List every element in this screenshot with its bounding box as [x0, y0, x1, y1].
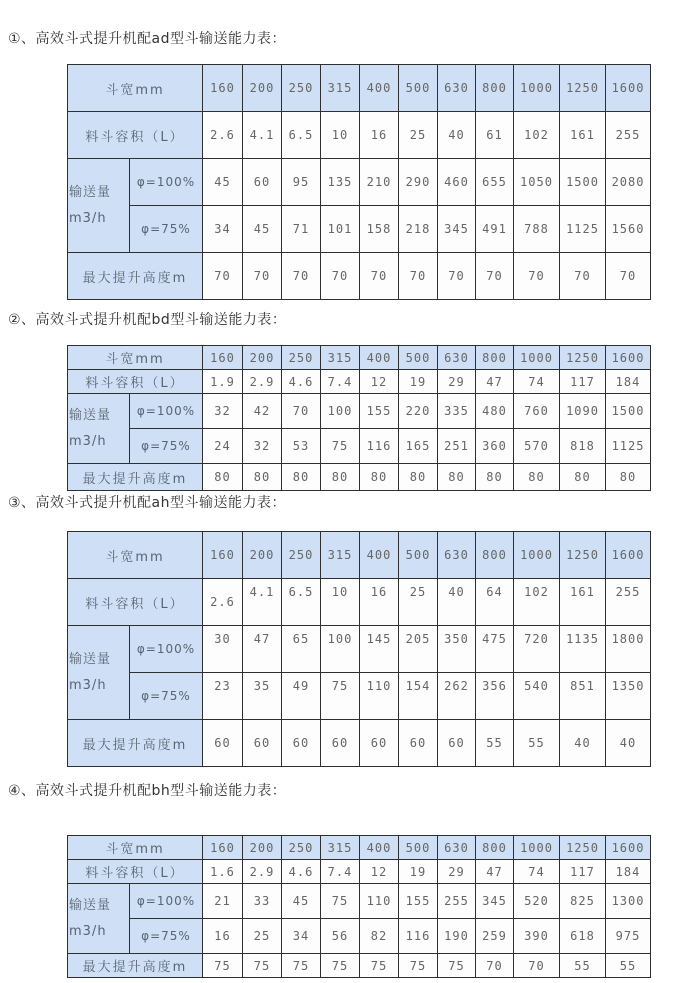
bucket-width-value: 200: [243, 532, 282, 579]
phi-100-value: 655: [476, 159, 514, 206]
phi-100-value: 220: [399, 394, 438, 429]
phi-100-label: φ=100%: [130, 159, 203, 206]
max-height-value: 80: [360, 464, 399, 491]
bucket-volume-value: 19: [399, 370, 438, 394]
table-2-heading: ②、高效斗式提升机配bd型斗输送能力表：: [8, 312, 287, 328]
bucket-width-value: 1000: [514, 532, 560, 579]
phi-100-value: 110: [360, 884, 399, 919]
bucket-volume-value: 16: [360, 579, 399, 626]
bucket-width-row: [68, 65, 651, 112]
phi-75-value: 116: [399, 919, 438, 954]
bucket-volume-value: 29: [438, 370, 476, 394]
phi-75-value: 71: [282, 206, 321, 253]
bucket-width-label: 斗宽mm: [68, 836, 203, 860]
bucket-volume-row: [68, 579, 651, 626]
phi-100-value: 47: [243, 626, 282, 673]
bucket-volume-value: 6.5: [282, 112, 321, 159]
bucket-volume-value: 40: [438, 579, 476, 626]
bucket-width-value: 160: [203, 65, 243, 112]
phi-100-value: 760: [514, 394, 560, 429]
bucket-width-label: 斗宽mm: [68, 65, 203, 112]
phi-100-value: 1300: [606, 884, 651, 919]
phi-75-value: 34: [282, 919, 321, 954]
phi-75-value: 24: [203, 429, 243, 464]
max-height-value: 55: [560, 954, 606, 978]
phi-75-value: 56: [321, 919, 360, 954]
bucket-width-value: 400: [360, 836, 399, 860]
max-height-value: 80: [203, 464, 243, 491]
max-height-value: 70: [321, 253, 360, 300]
phi-100-value: 95: [282, 159, 321, 206]
phi-75-value: 82: [360, 919, 399, 954]
phi-75-value: 116: [360, 429, 399, 464]
capacity-label: [68, 884, 130, 954]
max-height-value: 70: [438, 253, 476, 300]
max-height-value: 70: [606, 253, 651, 300]
bucket-width-value: 1600: [606, 836, 651, 860]
bucket-volume-value: 12: [360, 860, 399, 884]
phi-100-value: 1050: [514, 159, 560, 206]
max-height-value: 75: [282, 954, 321, 978]
phi-100-value: 155: [399, 884, 438, 919]
capacity-label-text: 输送量: [69, 897, 112, 913]
bucket-width-label: 斗宽mm: [68, 346, 203, 370]
bucket-volume-value: 2.6: [203, 112, 243, 159]
capacity-75-row: [68, 429, 651, 464]
max-height-value: 70: [360, 253, 399, 300]
phi-75-label: φ=75%: [130, 429, 203, 464]
max-height-value: 70: [476, 253, 514, 300]
phi-75-label: φ=75%: [130, 206, 203, 253]
phi-100-value: 32: [203, 394, 243, 429]
bucket-width-value: 1600: [606, 532, 651, 579]
max-height-value: 75: [321, 954, 360, 978]
max-height-value: 80: [476, 464, 514, 491]
bucket-width-value: 1600: [606, 346, 651, 370]
max-height-value: 55: [606, 954, 651, 978]
phi-75-value: 32: [243, 429, 282, 464]
max-height-value: 80: [514, 464, 560, 491]
bucket-width-value: 1600: [606, 65, 651, 112]
bucket-width-value: 160: [203, 346, 243, 370]
phi-75-value: 390: [514, 919, 560, 954]
bucket-volume-value: 16: [360, 112, 399, 159]
bucket-width-value: 630: [438, 346, 476, 370]
max-height-value: 70: [282, 253, 321, 300]
max-height-value: 80: [399, 464, 438, 491]
phi-75-value: 23: [203, 673, 243, 720]
phi-100-value: 42: [243, 394, 282, 429]
max-height-value: 75: [438, 954, 476, 978]
capacity-table-bh: [67, 835, 651, 978]
bucket-volume-value: 64: [476, 579, 514, 626]
bucket-volume-value: 4.6: [282, 860, 321, 884]
phi-75-value: 345: [438, 206, 476, 253]
bucket-volume-value: 117: [560, 860, 606, 884]
bucket-volume-value: 61: [476, 112, 514, 159]
phi-100-value: 65: [282, 626, 321, 673]
bucket-volume-value: 2.9: [243, 860, 282, 884]
capacity-75-row: [68, 673, 651, 720]
phi-75-value: 1350: [606, 673, 651, 720]
bucket-volume-value: 161: [560, 112, 606, 159]
bucket-width-row: [68, 836, 651, 860]
bucket-width-value: 160: [203, 532, 243, 579]
max-height-value: 80: [243, 464, 282, 491]
max-height-value: 60: [438, 720, 476, 767]
phi-75-value: 356: [476, 673, 514, 720]
bucket-volume-label: 料斗容积（L）: [68, 112, 203, 159]
bucket-volume-label: 料斗容积（L）: [68, 860, 203, 884]
capacity-label: [68, 159, 130, 253]
bucket-volume-value: 40: [438, 112, 476, 159]
bucket-volume-value: 47: [476, 370, 514, 394]
phi-75-value: 190: [438, 919, 476, 954]
phi-100-value: 350: [438, 626, 476, 673]
bucket-width-value: 500: [399, 836, 438, 860]
phi-75-value: 49: [282, 673, 321, 720]
phi-100-value: 255: [438, 884, 476, 919]
bucket-volume-value: 10: [321, 112, 360, 159]
bucket-volume-label: 料斗容积（L）: [68, 370, 203, 394]
capacity-table-bd: [67, 345, 651, 491]
bucket-width-row: [68, 346, 651, 370]
bucket-width-label: 斗宽mm: [68, 532, 203, 579]
bucket-width-value: 200: [243, 346, 282, 370]
max-height-value: 70: [514, 253, 560, 300]
phi-75-value: 259: [476, 919, 514, 954]
bucket-volume-value: 29: [438, 860, 476, 884]
bucket-width-value: 315: [321, 532, 360, 579]
phi-75-value: 618: [560, 919, 606, 954]
max-height-value: 80: [560, 464, 606, 491]
phi-75-label: φ=75%: [130, 673, 203, 720]
bucket-volume-value: 4.1: [243, 112, 282, 159]
bucket-width-value: 1250: [560, 65, 606, 112]
phi-75-value: 262: [438, 673, 476, 720]
phi-75-value: 491: [476, 206, 514, 253]
max-height-value: 80: [321, 464, 360, 491]
bucket-width-value: 400: [360, 65, 399, 112]
phi-100-value: 100: [321, 394, 360, 429]
max-height-value: 40: [606, 720, 651, 767]
phi-100-value: 33: [243, 884, 282, 919]
capacity-100-row: [68, 626, 651, 673]
bucket-volume-value: 102: [514, 112, 560, 159]
phi-100-value: 335: [438, 394, 476, 429]
bucket-width-value: 250: [282, 346, 321, 370]
phi-75-label: φ=75%: [130, 919, 203, 954]
phi-75-value: 1125: [606, 429, 651, 464]
bucket-width-row: [68, 532, 651, 579]
bucket-volume-value: 117: [560, 370, 606, 394]
bucket-volume-value: 25: [399, 112, 438, 159]
max-height-value: 60: [399, 720, 438, 767]
bucket-width-value: 800: [476, 65, 514, 112]
bucket-width-value: 1000: [514, 65, 560, 112]
phi-100-value: 345: [476, 884, 514, 919]
phi-75-value: 154: [399, 673, 438, 720]
max-height-value: 60: [203, 720, 243, 767]
bucket-width-value: 315: [321, 346, 360, 370]
phi-75-value: 788: [514, 206, 560, 253]
phi-75-value: 1560: [606, 206, 651, 253]
capacity-label-text: 输送量: [69, 184, 112, 200]
bucket-volume-value: 2.6: [203, 579, 243, 626]
capacity-unit-text: m3/h: [69, 433, 107, 449]
phi-75-value: 53: [282, 429, 321, 464]
bucket-volume-value: 184: [606, 370, 651, 394]
capacity-100-row: [68, 159, 651, 206]
bucket-volume-value: 1.9: [203, 370, 243, 394]
phi-75-value: 218: [399, 206, 438, 253]
bucket-volume-value: 255: [606, 579, 651, 626]
phi-100-value: 205: [399, 626, 438, 673]
table-3-heading: ③、高效斗式提升机配ah型斗输送能力表：: [8, 495, 287, 511]
capacity-label-text: 输送量: [69, 407, 112, 423]
capacity-75-row: [68, 919, 651, 954]
capacity-unit-text: m3/h: [69, 677, 107, 693]
bucket-volume-value: 4.6: [282, 370, 321, 394]
capacity-75-row: [68, 206, 651, 253]
bucket-volume-value: 6.5: [282, 579, 321, 626]
max-height-value: 60: [243, 720, 282, 767]
phi-100-value: 60: [243, 159, 282, 206]
bucket-width-value: 250: [282, 65, 321, 112]
max-height-value: 70: [514, 954, 560, 978]
bucket-width-value: 1250: [560, 532, 606, 579]
max-height-value: 80: [282, 464, 321, 491]
phi-100-value: 2080: [606, 159, 651, 206]
max-height-row: [68, 253, 651, 300]
bucket-volume-label: 料斗容积（L）: [68, 579, 203, 626]
bucket-width-value: 630: [438, 532, 476, 579]
phi-100-label: φ=100%: [130, 394, 203, 429]
phi-100-value: 155: [360, 394, 399, 429]
bucket-volume-value: 12: [360, 370, 399, 394]
bucket-width-value: 800: [476, 532, 514, 579]
bucket-volume-value: 4.1: [243, 579, 282, 626]
phi-100-label: φ=100%: [130, 626, 203, 673]
max-height-value: 75: [203, 954, 243, 978]
bucket-width-value: 315: [321, 836, 360, 860]
phi-75-value: 35: [243, 673, 282, 720]
bucket-volume-value: 102: [514, 579, 560, 626]
bucket-width-value: 1250: [560, 346, 606, 370]
phi-100-value: 100: [321, 626, 360, 673]
phi-100-value: 1135: [560, 626, 606, 673]
bucket-volume-value: 7.4: [321, 370, 360, 394]
bucket-width-value: 200: [243, 836, 282, 860]
bucket-volume-value: 255: [606, 112, 651, 159]
phi-75-value: 251: [438, 429, 476, 464]
max-height-value: 70: [476, 954, 514, 978]
max-height-value: 75: [399, 954, 438, 978]
bucket-volume-row: [68, 112, 651, 159]
max-height-value: 75: [360, 954, 399, 978]
max-height-value: 80: [438, 464, 476, 491]
max-height-value: 40: [560, 720, 606, 767]
max-height-value: 70: [399, 253, 438, 300]
phi-75-value: 540: [514, 673, 560, 720]
phi-100-value: 145: [360, 626, 399, 673]
phi-75-value: 101: [321, 206, 360, 253]
phi-100-value: 45: [203, 159, 243, 206]
max-height-value: 60: [321, 720, 360, 767]
max-height-value: 60: [282, 720, 321, 767]
bucket-width-value: 500: [399, 532, 438, 579]
bucket-volume-value: 184: [606, 860, 651, 884]
capacity-label: [68, 626, 130, 720]
phi-100-value: 720: [514, 626, 560, 673]
phi-100-value: 460: [438, 159, 476, 206]
bucket-volume-value: 25: [399, 579, 438, 626]
phi-100-value: 30: [203, 626, 243, 673]
bucket-width-value: 1000: [514, 836, 560, 860]
capacity-unit-text: m3/h: [69, 210, 107, 226]
phi-100-value: 475: [476, 626, 514, 673]
phi-100-value: 290: [399, 159, 438, 206]
max-height-row: [68, 954, 651, 978]
max-height-value: 70: [243, 253, 282, 300]
bucket-volume-value: 74: [514, 860, 560, 884]
max-height-value: 75: [243, 954, 282, 978]
bucket-width-value: 400: [360, 346, 399, 370]
max-height-value: 70: [203, 253, 243, 300]
phi-100-value: 1500: [560, 159, 606, 206]
phi-100-value: 210: [360, 159, 399, 206]
bucket-volume-value: 2.9: [243, 370, 282, 394]
phi-100-label: φ=100%: [130, 884, 203, 919]
phi-75-value: 25: [243, 919, 282, 954]
max-height-label: 最大提升高度m: [68, 954, 203, 978]
max-height-label: 最大提升高度m: [68, 464, 203, 491]
bucket-volume-value: 74: [514, 370, 560, 394]
phi-75-value: 570: [514, 429, 560, 464]
max-height-value: 80: [606, 464, 651, 491]
bucket-volume-row: [68, 370, 651, 394]
phi-75-value: 1125: [560, 206, 606, 253]
bucket-volume-value: 10: [321, 579, 360, 626]
bucket-width-value: 800: [476, 346, 514, 370]
phi-100-value: 45: [282, 884, 321, 919]
phi-75-value: 165: [399, 429, 438, 464]
bucket-width-value: 315: [321, 65, 360, 112]
phi-75-value: 75: [321, 429, 360, 464]
capacity-label-text: 输送量: [69, 651, 112, 667]
capacity-table-ah: [67, 531, 651, 767]
max-height-value: 70: [560, 253, 606, 300]
table-1-heading: ①、高效斗式提升机配ad型斗输送能力表：: [8, 31, 287, 47]
phi-100-value: 70: [282, 394, 321, 429]
bucket-width-value: 800: [476, 836, 514, 860]
phi-100-value: 1800: [606, 626, 651, 673]
bucket-width-value: 250: [282, 836, 321, 860]
max-height-value: 55: [514, 720, 560, 767]
max-height-row: [68, 720, 651, 767]
phi-75-value: 851: [560, 673, 606, 720]
bucket-volume-value: 161: [560, 579, 606, 626]
phi-100-value: 520: [514, 884, 560, 919]
phi-75-value: 158: [360, 206, 399, 253]
capacity-100-row: [68, 884, 651, 919]
max-height-value: 60: [360, 720, 399, 767]
max-height-label: 最大提升高度m: [68, 253, 203, 300]
phi-75-value: 16: [203, 919, 243, 954]
bucket-width-value: 500: [399, 346, 438, 370]
phi-75-value: 110: [360, 673, 399, 720]
phi-100-value: 1500: [606, 394, 651, 429]
max-height-value: 55: [476, 720, 514, 767]
phi-75-value: 34: [203, 206, 243, 253]
phi-75-value: 75: [321, 673, 360, 720]
table-4-heading: ④、高效斗式提升机配bh型斗输送能力表：: [8, 783, 287, 799]
capacity-unit-text: m3/h: [69, 923, 107, 939]
bucket-width-value: 630: [438, 65, 476, 112]
bucket-volume-value: 47: [476, 860, 514, 884]
phi-100-value: 480: [476, 394, 514, 429]
phi-100-value: 75: [321, 884, 360, 919]
bucket-width-value: 200: [243, 65, 282, 112]
max-height-row: [68, 464, 651, 491]
capacity-table-ad: [67, 64, 651, 300]
phi-100-value: 1090: [560, 394, 606, 429]
bucket-width-value: 500: [399, 65, 438, 112]
bucket-width-value: 400: [360, 532, 399, 579]
phi-100-value: 21: [203, 884, 243, 919]
bucket-width-value: 160: [203, 836, 243, 860]
phi-75-value: 45: [243, 206, 282, 253]
phi-100-value: 135: [321, 159, 360, 206]
phi-75-value: 818: [560, 429, 606, 464]
phi-75-value: 975: [606, 919, 651, 954]
bucket-width-value: 1250: [560, 836, 606, 860]
bucket-width-value: 1000: [514, 346, 560, 370]
bucket-volume-value: 1.6: [203, 860, 243, 884]
bucket-width-value: 630: [438, 836, 476, 860]
capacity-label: [68, 394, 130, 464]
bucket-width-value: 250: [282, 532, 321, 579]
bucket-volume-value: 19: [399, 860, 438, 884]
phi-100-value: 825: [560, 884, 606, 919]
phi-75-value: 360: [476, 429, 514, 464]
bucket-volume-row: [68, 860, 651, 884]
bucket-volume-value: 7.4: [321, 860, 360, 884]
capacity-100-row: [68, 394, 651, 429]
max-height-label: 最大提升高度m: [68, 720, 203, 767]
